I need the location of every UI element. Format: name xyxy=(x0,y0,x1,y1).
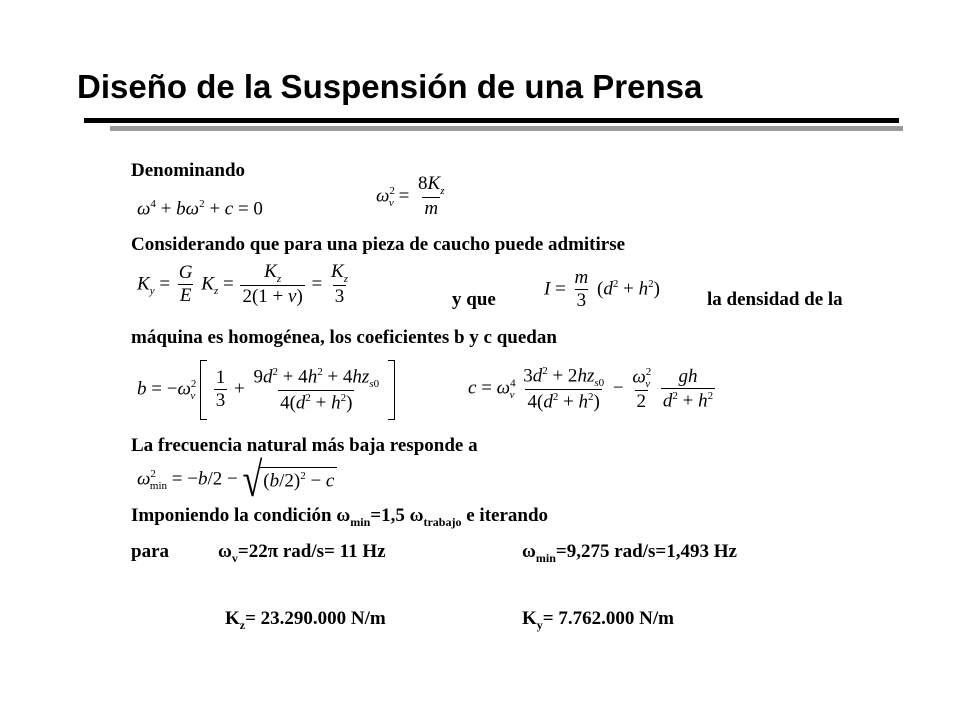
title-underline xyxy=(84,118,899,123)
equation-characteristic: $\omega^4 + b\omega^2 + c = 0$ xyxy=(137,198,263,220)
page-title: Diseño de la Suspensión de una Prensa xyxy=(77,68,703,105)
text-frecuencia: La frecuencia natural más baja responde a xyxy=(131,435,478,456)
result-omega-min: $\omega_{min}=9,275$ rad/s=1,493 Hz xyxy=(522,541,737,565)
result-omega-v: $\omega_v=22\pi$ rad/s= 11 Hz xyxy=(218,541,386,565)
title-underline-shadow xyxy=(110,126,903,131)
text-considerando: Considerando que para una pieza de caucho puede admitirse xyxy=(131,234,626,255)
imponiendo-prefix: Imponiendo la condición xyxy=(131,505,337,526)
text-denominando: Denominando xyxy=(131,160,246,181)
equation-omega-v: $\omega^2_\nu$ = $\frac{8K_z}{m}$ xyxy=(376,173,445,219)
equation-ky: $K_y$ = $\frac{G}{E}$ $K_z$ = $\frac{K_z}{2(1 + \nu)}$ = $\frac{K_z}{3}$ xyxy=(137,261,348,307)
result-ky: $K_y= 7.762.000$ N/m xyxy=(522,608,674,632)
text-y-que: y que xyxy=(452,289,496,310)
text-maquina: máquina es homogénea, los coeficientes b y c quedan xyxy=(131,327,557,348)
text-densidad: la densidad de la xyxy=(707,289,843,310)
equation-c: $c = \omega^4_\nu$ $\frac{3d^2 + 2hz_{s0}}{4(d^2 + h^2)}$ − $\frac{\omega^2_\nu}{2}$ $\frac{gh}{d^2 + h^2}$ xyxy=(468,365,714,413)
text-para: para xyxy=(131,541,169,562)
equation-b: $b = -\omega^2_\nu$ $\frac{1}{3}$ + $\frac{9d^2 + 4h^2 + 4hz_{s0}}{4(d^2 + h^2)}$ xyxy=(137,360,395,420)
text-imponiendo: Imponiendo la condición $\omega_{min}=1,5$ $\omega_{trabajo}$ e iterando xyxy=(131,505,549,529)
equation-inertia: I = $\frac{m}{3}$ $(d^2 + h^2)$ xyxy=(544,267,660,311)
result-kz: $K_z= 23.290.000$ N/m xyxy=(225,608,386,632)
equation-omega-min: $\omega^2_{min} = -b/2$ − √ $(b/2)^2 - c$ xyxy=(137,462,337,498)
